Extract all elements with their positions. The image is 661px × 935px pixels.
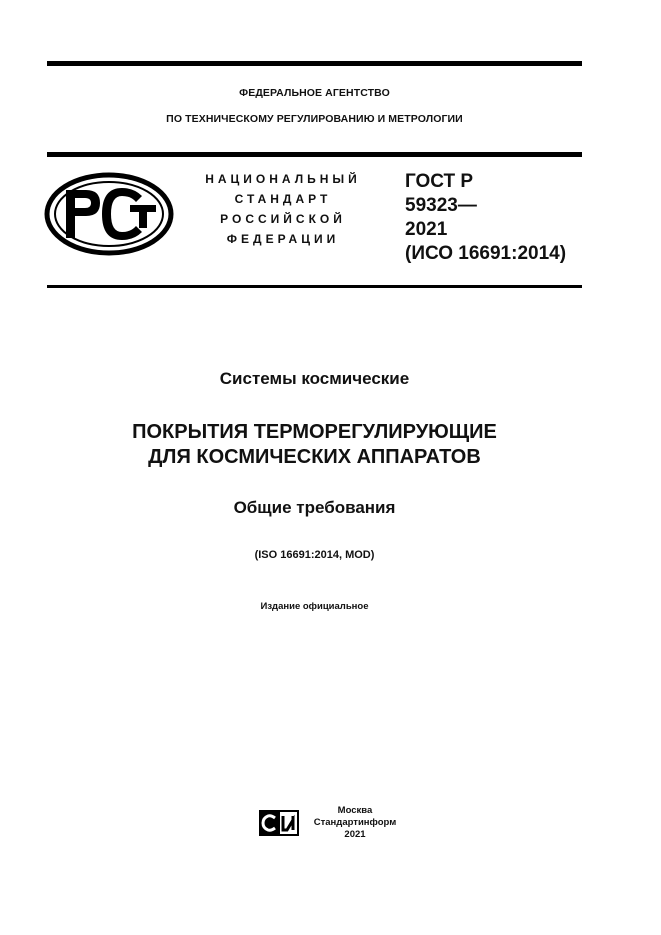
agency-name-line1: ФЕДЕРАЛЬНОЕ АГЕНТСТВО — [239, 87, 390, 99]
main-title-line1: ПОКРЫТИЯ ТЕРМОРЕГУЛИРУЮЩИЕ — [132, 421, 497, 443]
gost-line3: 2021 — [405, 219, 448, 240]
iso-reference: (ISO 16691:2014, MOD) — [254, 549, 375, 561]
agency-name-line2: ПО ТЕХНИЧЕСКОМУ РЕГУЛИРОВАНИЮ И МЕТРОЛОГИИ — [166, 113, 463, 125]
block-bottom-rule — [47, 285, 582, 288]
gost-line2: 59323— — [405, 195, 477, 216]
systems-title: Системы космические — [219, 369, 410, 388]
publisher-year: 2021 — [344, 829, 366, 840]
national-standard-line3: РОССИЙСКОЙ — [220, 212, 346, 226]
top-rule — [47, 61, 582, 66]
gost-designation — [405, 170, 566, 266]
publisher-name: Стандартинформ — [313, 817, 397, 828]
publisher-block — [305, 805, 405, 841]
national-standard-line1: НАЦИОНАЛЬНЫЙ — [205, 172, 361, 186]
rst-logo-icon — [44, 172, 174, 256]
publisher-city: Москва — [337, 805, 373, 816]
gost-line1: ГОСТ Р — [405, 171, 474, 192]
header-rule — [47, 152, 582, 157]
subtitle: Общие требования — [233, 498, 396, 517]
gost-line4: (ИСО 16691:2014) — [405, 243, 567, 264]
national-standard-line4: ФЕДЕРАЦИИ — [226, 232, 340, 246]
main-title-line2: ДЛЯ КОСМИЧЕСКИХ АППАРАТОВ — [148, 446, 481, 468]
national-standard-line2: СТАНДАРТ — [234, 192, 332, 206]
si-logo-icon — [259, 810, 299, 836]
main-title — [47, 420, 582, 470]
edition-note: Издание официальное — [260, 601, 369, 612]
